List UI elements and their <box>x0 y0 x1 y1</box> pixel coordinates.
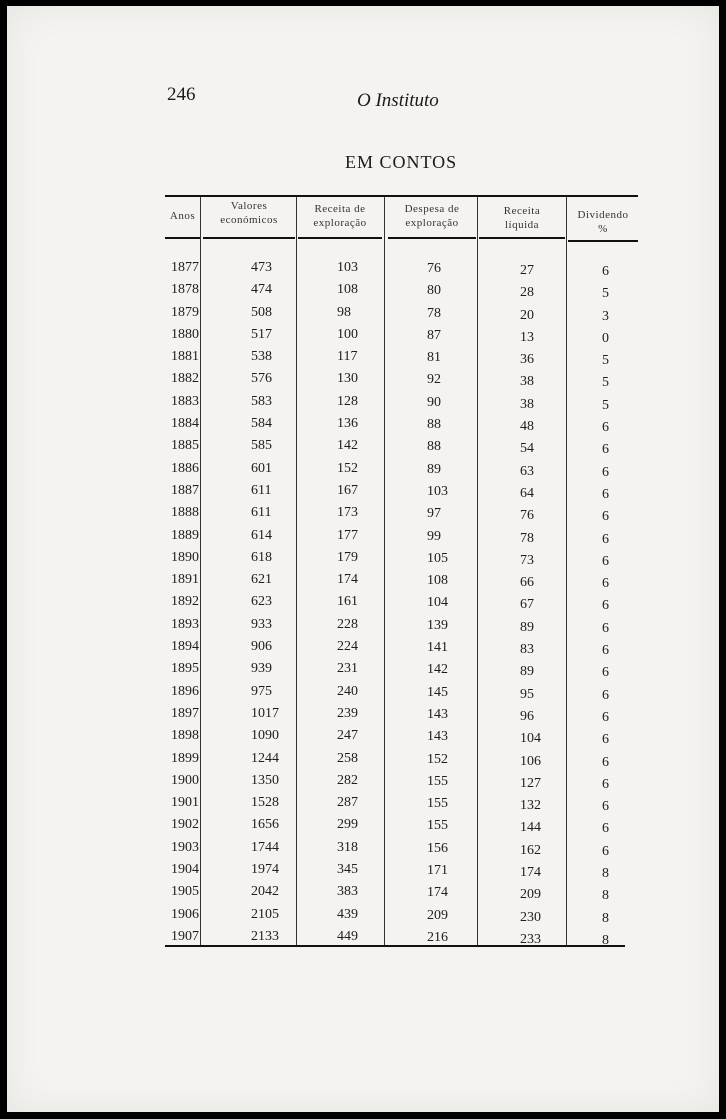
receita-liquida-cell: 106 <box>520 753 541 769</box>
table-row <box>165 883 635 905</box>
table-row <box>165 415 635 437</box>
receita-liquida-cell: 230 <box>520 909 541 925</box>
valores-cell: 601 <box>251 460 272 476</box>
year-cell: 1905 <box>171 884 199 900</box>
dividendo-cell: 6 <box>602 620 609 636</box>
col-head-valores <box>203 199 295 227</box>
receita-liquida-cell: 38 <box>520 396 534 412</box>
dividendo-cell: 6 <box>602 509 609 525</box>
receita-liquida-cell: 64 <box>520 485 534 501</box>
year-cell: 1893 <box>171 616 199 632</box>
receita-liquida-cell: 78 <box>520 530 534 546</box>
year-cell: 1903 <box>171 839 199 855</box>
col-head-receita-exploracao <box>298 202 382 230</box>
col-head-despesa-exploracao <box>388 202 476 230</box>
receita-exploracao-cell: 287 <box>337 795 358 811</box>
receita-liquida-cell: 162 <box>520 842 541 858</box>
col-head-line: líquida <box>504 219 540 231</box>
receita-exploracao-cell: 231 <box>337 661 358 677</box>
despesa-cell: 108 <box>427 573 448 589</box>
col-head-line: Dividendo <box>577 209 629 221</box>
receita-liquida-cell: 27 <box>520 263 534 278</box>
despesa-cell: 155 <box>427 796 448 812</box>
year-cell: 1901 <box>171 795 199 811</box>
header-rule <box>298 237 382 239</box>
valores-cell: 1528 <box>251 795 279 811</box>
dividendo-cell: 6 <box>602 754 609 770</box>
despesa-cell: 89 <box>427 461 441 477</box>
despesa-cell: 141 <box>427 640 448 656</box>
table-row <box>165 816 635 838</box>
dividendo-cell: 6 <box>602 486 609 502</box>
despesa-cell: 103 <box>427 483 448 499</box>
col-head-line: Anos <box>169 210 196 222</box>
valores-cell: 1244 <box>251 750 279 766</box>
receita-exploracao-cell: 177 <box>337 527 358 543</box>
dividendo-cell: 5 <box>602 375 609 391</box>
year-cell: 1904 <box>171 862 199 878</box>
col-head-line: económicos <box>220 214 278 226</box>
dividendo-cell: 6 <box>602 264 609 279</box>
dividendo-cell: 8 <box>602 910 609 926</box>
year-cell: 1877 <box>171 260 199 275</box>
receita-exploracao-cell: 228 <box>337 616 358 632</box>
dividendo-cell: 6 <box>602 709 609 725</box>
despesa-cell: 92 <box>427 372 441 388</box>
receita-liquida-cell: 144 <box>520 820 541 836</box>
receita-exploracao-cell: 240 <box>337 683 358 699</box>
receita-exploracao-cell: 299 <box>337 817 358 833</box>
col-head-line: Receita <box>503 205 541 217</box>
valores-cell: 473 <box>251 260 272 275</box>
valores-cell: 2105 <box>251 906 279 922</box>
receita-liquida-cell: 28 <box>520 285 534 301</box>
receita-exploracao-cell: 103 <box>337 260 358 275</box>
dividendo-cell: 6 <box>602 799 609 815</box>
table-row <box>165 928 635 950</box>
col-head-line: Despesa de <box>404 203 460 215</box>
valores-cell: 611 <box>251 505 272 521</box>
year-cell: 1899 <box>171 750 199 766</box>
receita-liquida-cell: 95 <box>520 686 534 702</box>
despesa-cell: 143 <box>427 706 448 722</box>
dividendo-cell: 8 <box>602 932 609 948</box>
receita-exploracao-cell: 142 <box>337 438 358 454</box>
despesa-cell: 99 <box>427 528 441 544</box>
table-row <box>165 593 635 615</box>
despesa-cell: 88 <box>427 417 441 433</box>
valores-cell: 585 <box>251 438 272 454</box>
year-cell: 1896 <box>171 683 199 699</box>
col-head-line: % <box>598 223 608 235</box>
header-rule <box>388 237 476 239</box>
year-cell: 1906 <box>171 906 199 922</box>
table-row <box>165 482 635 504</box>
table-row <box>165 794 635 816</box>
header-rule <box>568 240 638 242</box>
dividendo-cell: 0 <box>602 330 609 346</box>
table-top-rule <box>165 195 638 197</box>
dividendo-cell: 6 <box>602 420 609 436</box>
valores-cell: 2042 <box>251 884 279 900</box>
year-cell: 1889 <box>171 527 199 543</box>
col-head-line: exploração <box>313 217 367 229</box>
table-row <box>165 750 635 772</box>
receita-exploracao-cell: 345 <box>337 862 358 878</box>
year-cell: 1881 <box>171 349 199 365</box>
receita-exploracao-cell: 136 <box>337 416 358 432</box>
receita-exploracao-cell: 174 <box>337 572 358 588</box>
dividendo-cell: 5 <box>602 286 609 302</box>
receita-liquida-cell: 96 <box>520 708 534 724</box>
year-cell: 1892 <box>171 594 199 610</box>
dividendo-cell: 6 <box>602 643 609 659</box>
dividendo-cell: 6 <box>602 665 609 681</box>
dividendo-cell: 6 <box>602 732 609 748</box>
table-row <box>165 727 635 749</box>
despesa-cell: 81 <box>427 350 441 366</box>
year-cell: 1900 <box>171 772 199 788</box>
valores-cell: 538 <box>251 349 272 365</box>
page-number: 246 <box>167 84 196 105</box>
receita-liquida-cell: 89 <box>520 664 534 680</box>
table-row <box>165 437 635 459</box>
despesa-cell: 209 <box>427 907 448 923</box>
valores-cell: 1656 <box>251 817 279 833</box>
year-cell: 1897 <box>171 705 199 721</box>
year-cell: 1885 <box>171 438 199 454</box>
receita-exploracao-cell: 258 <box>337 750 358 766</box>
receita-exploracao-cell: 318 <box>337 839 358 855</box>
dividendo-cell: 6 <box>602 531 609 547</box>
despesa-cell: 142 <box>427 662 448 678</box>
receita-exploracao-cell: 130 <box>337 371 358 387</box>
receita-exploracao-cell: 224 <box>337 639 358 655</box>
valores-cell: 933 <box>251 616 272 632</box>
table-row <box>165 504 635 526</box>
col-head-line: exploração <box>405 217 459 229</box>
valores-cell: 611 <box>251 482 272 498</box>
dividendo-cell: 6 <box>602 776 609 792</box>
receita-liquida-cell: 36 <box>520 352 534 368</box>
receita-exploracao-cell: 173 <box>337 505 358 521</box>
despesa-cell: 104 <box>427 595 448 611</box>
dividendo-cell: 5 <box>602 397 609 413</box>
receita-exploracao-cell: 167 <box>337 482 358 498</box>
valores-cell: 1017 <box>251 705 279 721</box>
table-body <box>165 259 635 950</box>
receita-liquida-cell: 132 <box>520 798 541 814</box>
receita-exploracao-cell: 152 <box>337 460 358 476</box>
valores-cell: 1744 <box>251 839 279 855</box>
receita-liquida-cell: 174 <box>520 865 541 881</box>
receita-liquida-cell: 83 <box>520 642 534 658</box>
receita-liquida-cell: 73 <box>520 552 534 568</box>
valores-cell: 1090 <box>251 728 279 744</box>
receita-liquida-cell: 209 <box>520 887 541 903</box>
receita-liquida-cell: 76 <box>520 508 534 524</box>
receita-exploracao-cell: 282 <box>337 772 358 788</box>
receita-liquida-cell: 48 <box>520 419 534 435</box>
receita-liquida-cell: 66 <box>520 575 534 591</box>
table-row <box>165 281 635 303</box>
table-row <box>165 839 635 861</box>
valores-cell: 1974 <box>251 862 279 878</box>
valores-cell: 584 <box>251 416 272 432</box>
receita-exploracao-cell: 383 <box>337 884 358 900</box>
year-cell: 1884 <box>171 416 199 432</box>
receita-liquida-cell: 104 <box>520 731 541 747</box>
table-row <box>165 705 635 727</box>
year-cell: 1886 <box>171 460 199 476</box>
table-row <box>165 326 635 348</box>
dividendo-cell: 6 <box>602 598 609 614</box>
year-cell: 1888 <box>171 505 199 521</box>
table-row <box>165 772 635 794</box>
dividendo-cell: 8 <box>602 888 609 904</box>
despesa-cell: 78 <box>427 305 441 321</box>
table-row <box>165 906 635 928</box>
year-cell: 1887 <box>171 482 199 498</box>
despesa-cell: 76 <box>427 261 441 276</box>
valores-cell: 583 <box>251 393 272 409</box>
despesa-cell: 90 <box>427 394 441 410</box>
despesa-cell: 139 <box>427 617 448 633</box>
table-row <box>165 348 635 370</box>
valores-cell: 576 <box>251 371 272 387</box>
year-cell: 1883 <box>171 393 199 409</box>
despesa-cell: 97 <box>427 506 441 522</box>
receita-exploracao-cell: 239 <box>337 705 358 721</box>
table-row <box>165 683 635 705</box>
header-rule <box>203 237 295 239</box>
despesa-cell: 155 <box>427 818 448 834</box>
table-row <box>165 638 635 660</box>
running-title: O Instituto <box>357 90 439 111</box>
valores-cell: 618 <box>251 549 272 565</box>
despesa-cell: 174 <box>427 885 448 901</box>
year-cell: 1878 <box>171 282 199 298</box>
valores-cell: 474 <box>251 282 272 298</box>
header-rule <box>479 237 565 239</box>
book-page <box>7 6 719 1112</box>
receita-exploracao-cell: 98 <box>337 304 351 320</box>
table-row <box>165 549 635 571</box>
year-cell: 1891 <box>171 572 199 588</box>
year-cell: 1894 <box>171 639 199 655</box>
receita-exploracao-cell: 439 <box>337 906 358 922</box>
despesa-cell: 105 <box>427 550 448 566</box>
despesa-cell: 155 <box>427 773 448 789</box>
receita-liquida-cell: 89 <box>520 619 534 635</box>
despesa-cell: 87 <box>427 327 441 343</box>
year-cell: 1882 <box>171 371 199 387</box>
year-cell: 1907 <box>171 928 199 944</box>
dividendo-cell: 6 <box>602 843 609 859</box>
dividendo-cell: 6 <box>602 821 609 837</box>
col-head-receita-liquida <box>479 204 565 232</box>
year-cell: 1895 <box>171 661 199 677</box>
dividendo-cell: 6 <box>602 576 609 592</box>
valores-cell: 621 <box>251 572 272 588</box>
receita-liquida-cell: 38 <box>520 374 534 390</box>
valores-cell: 1350 <box>251 772 279 788</box>
receita-liquida-cell: 13 <box>520 329 534 345</box>
receita-exploracao-cell: 117 <box>337 349 358 365</box>
col-head-line: Valores <box>230 200 268 212</box>
col-head-dividendo <box>568 208 638 236</box>
receita-exploracao-cell: 449 <box>337 928 358 944</box>
receita-exploracao-cell: 179 <box>337 549 358 565</box>
despesa-cell: 80 <box>427 283 441 299</box>
year-cell: 1902 <box>171 817 199 833</box>
receita-liquida-cell: 63 <box>520 463 534 479</box>
dividendo-cell: 6 <box>602 553 609 569</box>
receita-liquida-cell: 127 <box>520 775 541 791</box>
despesa-cell: 152 <box>427 751 448 767</box>
year-cell: 1890 <box>171 549 199 565</box>
valores-cell: 614 <box>251 527 272 543</box>
year-cell: 1880 <box>171 326 199 342</box>
table-row <box>165 616 635 638</box>
table-row <box>165 861 635 883</box>
receita-exploracao-cell: 247 <box>337 728 358 744</box>
receita-exploracao-cell: 161 <box>337 594 358 610</box>
dividendo-cell: 6 <box>602 442 609 458</box>
receita-liquida-cell: 233 <box>520 931 541 947</box>
dividendo-cell: 6 <box>602 687 609 703</box>
receita-exploracao-cell: 128 <box>337 393 358 409</box>
col-head-anos <box>165 209 200 223</box>
table-row <box>165 304 635 326</box>
valores-cell: 2133 <box>251 928 279 944</box>
despesa-cell: 171 <box>427 863 448 879</box>
despesa-cell: 88 <box>427 439 441 455</box>
year-cell: 1879 <box>171 304 199 320</box>
table-row <box>165 259 635 281</box>
dividendo-cell: 6 <box>602 464 609 480</box>
table-row <box>165 370 635 392</box>
dividendo-cell: 3 <box>602 308 609 324</box>
valores-cell: 508 <box>251 304 272 320</box>
receita-liquida-cell: 67 <box>520 597 534 613</box>
dividendo-cell: 8 <box>602 866 609 882</box>
valores-cell: 975 <box>251 683 272 699</box>
receita-exploracao-cell: 108 <box>337 282 358 298</box>
valores-cell: 939 <box>251 661 272 677</box>
despesa-cell: 216 <box>427 929 448 945</box>
table-row <box>165 571 635 593</box>
table-row <box>165 460 635 482</box>
receita-liquida-cell: 20 <box>520 307 534 323</box>
header-rule <box>165 237 200 239</box>
valores-cell: 623 <box>251 594 272 610</box>
dividendo-cell: 5 <box>602 353 609 369</box>
despesa-cell: 145 <box>427 684 448 700</box>
valores-cell: 906 <box>251 639 272 655</box>
despesa-cell: 156 <box>427 840 448 856</box>
table-row <box>165 660 635 682</box>
col-head-line: Receita de <box>314 203 366 215</box>
receita-liquida-cell: 54 <box>520 441 534 457</box>
year-cell: 1898 <box>171 728 199 744</box>
receita-exploracao-cell: 100 <box>337 326 358 342</box>
despesa-cell: 143 <box>427 729 448 745</box>
table-row <box>165 393 635 415</box>
table-title: EM CONTOS <box>345 152 458 172</box>
table-row <box>165 527 635 549</box>
valores-cell: 517 <box>251 326 272 342</box>
